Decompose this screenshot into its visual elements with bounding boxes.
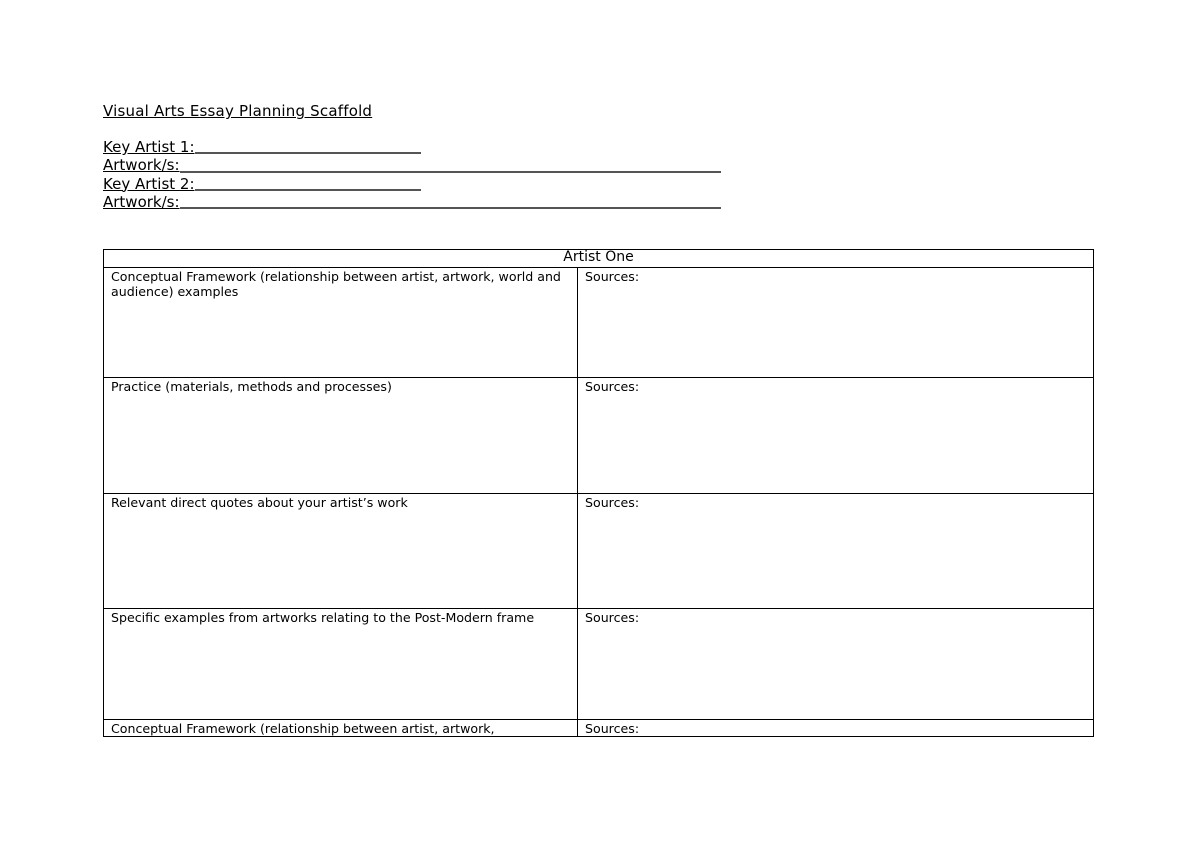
blank-line[interactable] — [180, 193, 721, 209]
blank-line[interactable] — [195, 175, 421, 191]
artist-one-table — [103, 249, 1094, 737]
key-artist-1-field[interactable] — [103, 138, 721, 156]
prompt-cell[interactable]: Practice (materials, methods and processes) — [104, 378, 578, 494]
sources-cell[interactable]: Sources: — [578, 268, 1094, 378]
sources-cell[interactable]: Sources: — [578, 609, 1094, 720]
table-header: Artist One — [104, 250, 1094, 268]
table-row — [104, 609, 1094, 720]
sources-cell[interactable]: Sources: — [578, 378, 1094, 494]
table-header-row — [104, 250, 1094, 268]
prompt-cell[interactable]: Conceptual Framework (relationship between artist, artwork, — [104, 720, 578, 737]
field-label: Key Artist 1: — [103, 138, 195, 156]
document-title: Visual Arts Essay Planning Scaffold — [103, 102, 373, 120]
table-row — [104, 378, 1094, 494]
prompt-cell[interactable]: Specific examples from artworks relating to the Post-Modern frame — [104, 609, 578, 720]
table-row — [104, 720, 1094, 737]
sources-cell[interactable]: Sources: — [578, 494, 1094, 609]
field-label: Artwork/s: — [103, 192, 180, 211]
key-artist-2-field[interactable] — [103, 175, 721, 193]
field-label: Artwork/s: — [103, 156, 180, 175]
artworks-1-field[interactable] — [103, 156, 721, 174]
prompt-cell[interactable]: Conceptual Framework (relationship between artist, artwork, world and audience) examples — [104, 268, 578, 378]
sources-cell[interactable]: Sources: — [578, 720, 1094, 737]
blank-line[interactable] — [180, 157, 721, 173]
prompt-cell[interactable]: Relevant direct quotes about your artist’s work — [104, 494, 578, 609]
artworks-2-field[interactable] — [103, 193, 721, 211]
table-row — [104, 268, 1094, 378]
field-label: Key Artist 2: — [103, 174, 195, 193]
blank-line[interactable] — [195, 138, 421, 154]
artist-fields — [103, 138, 721, 211]
table-row — [104, 494, 1094, 609]
